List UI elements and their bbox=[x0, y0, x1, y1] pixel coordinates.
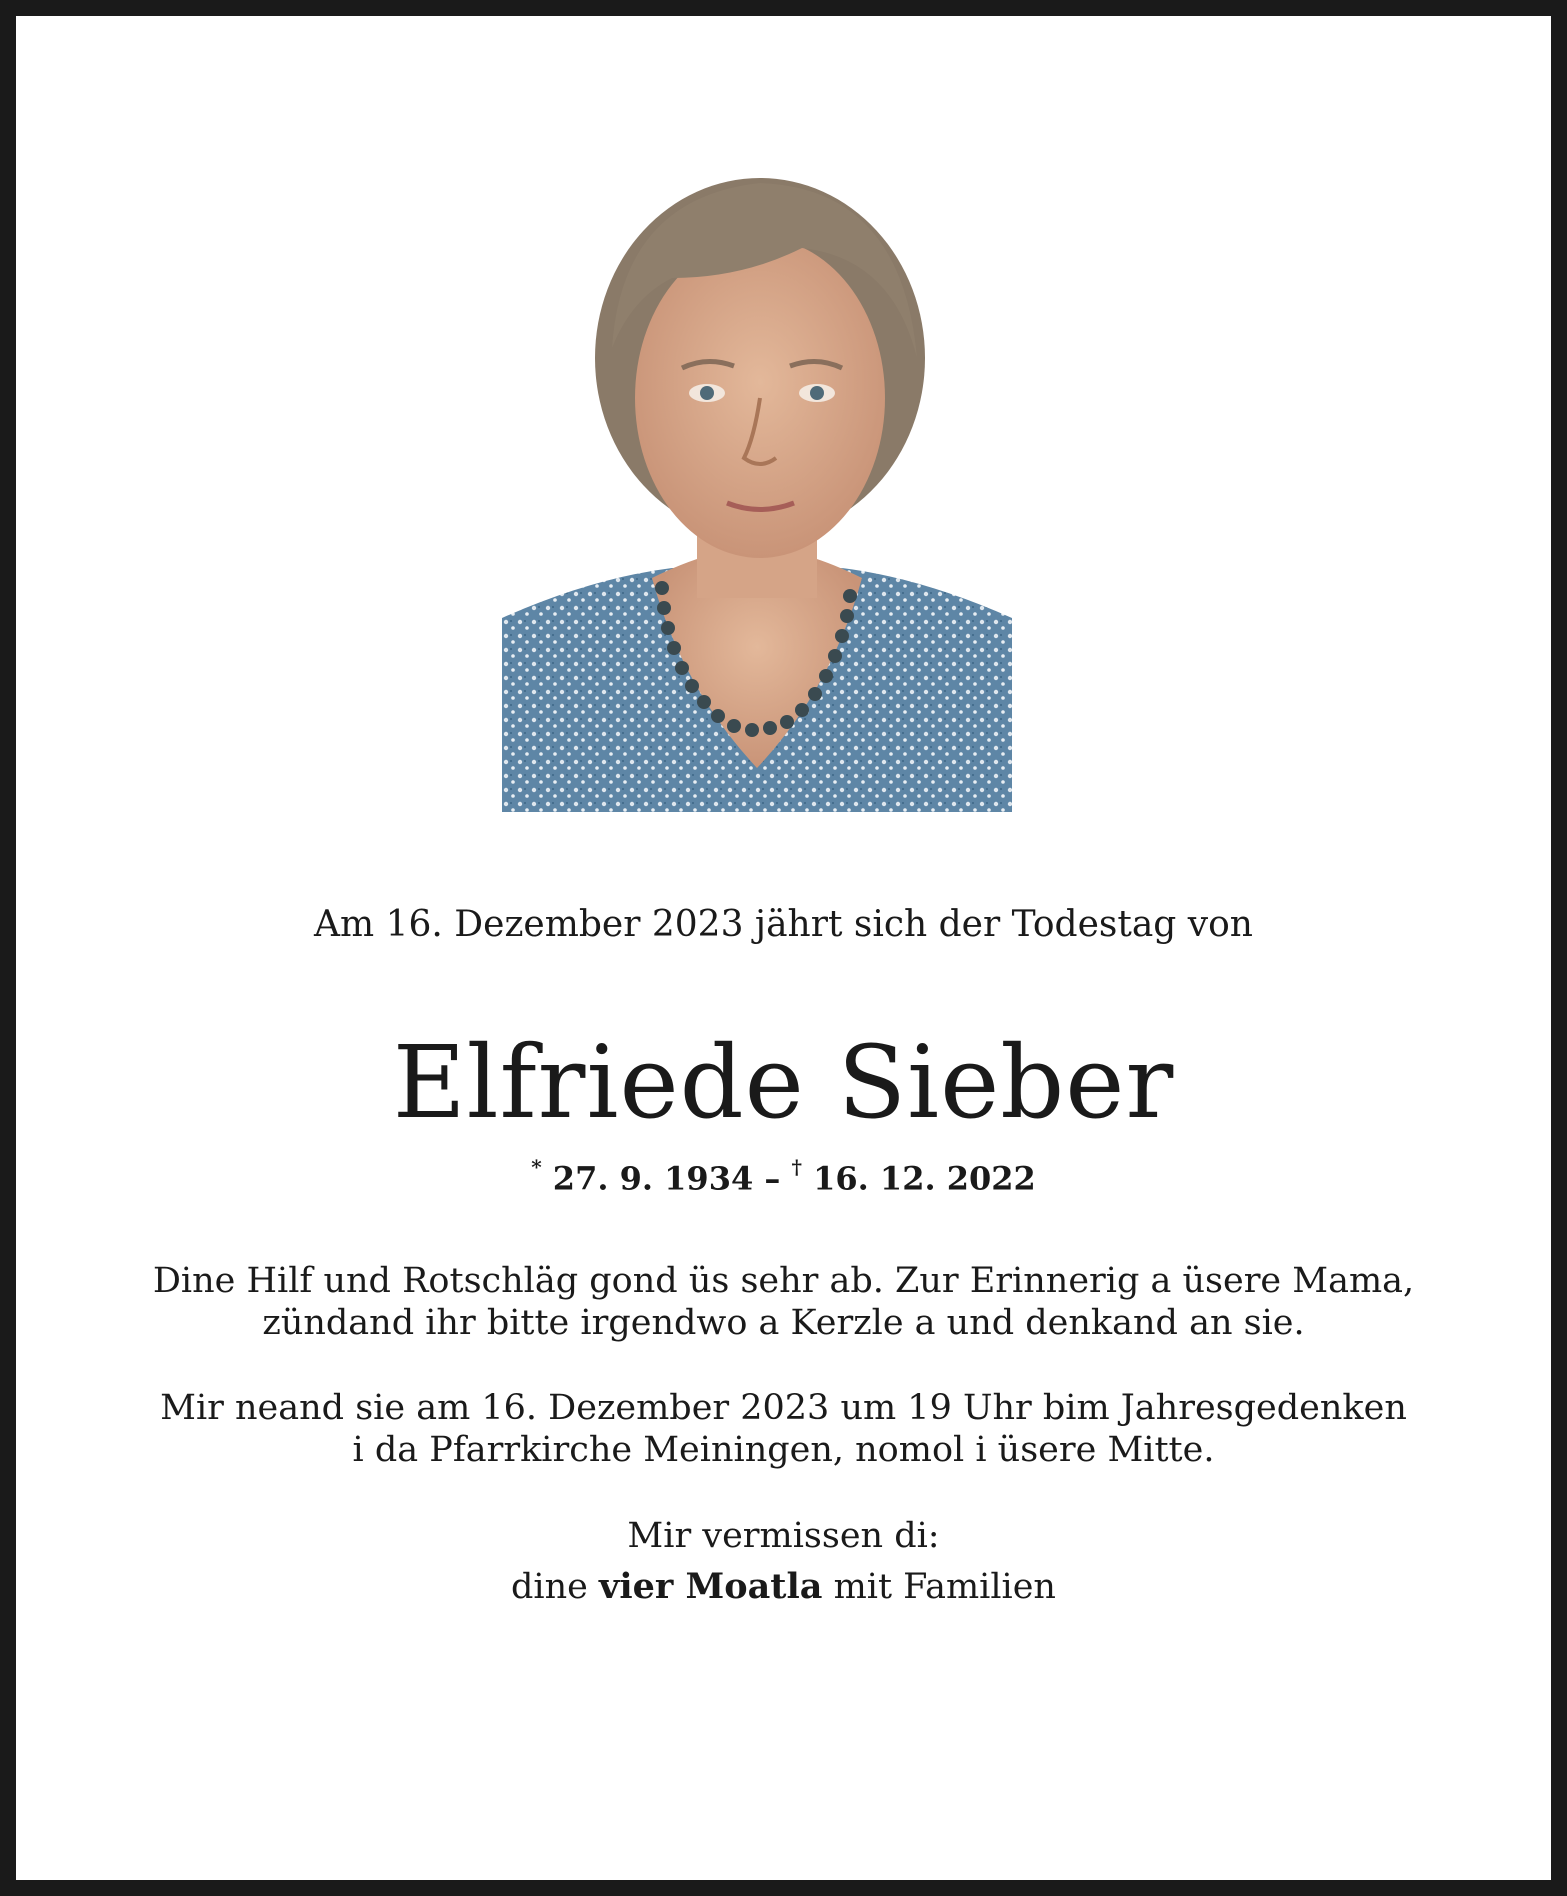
paragraph2-line2: i da Pfarrkirche Meiningen, nomol i üsere Mitte. bbox=[352, 1430, 1215, 1470]
death-symbol: † bbox=[791, 1155, 802, 1179]
anniversary-intro: Am 16. Dezember 2023 jährt sich der Todestag von bbox=[314, 904, 1253, 945]
life-dates bbox=[16, 1155, 1551, 1198]
paragraph1-line1: Dine Hilf und Rotschläg gond üs sehr ab. Zur Erinnerig a üsere Mama, bbox=[152, 1261, 1415, 1301]
death-date: 16. 12. 2022 bbox=[813, 1159, 1036, 1198]
date-separator: – bbox=[764, 1159, 781, 1198]
paragraph1-line2: zündand ihr bitte irgendwo a Kerzle a und denkand an sie. bbox=[262, 1303, 1305, 1343]
obituary-card bbox=[16, 16, 1551, 1880]
signature-suffix: mit Familien bbox=[833, 1567, 1056, 1607]
signature-bold: vier Moatla bbox=[599, 1566, 823, 1607]
closing-signature bbox=[16, 1566, 1551, 1607]
portrait-photo bbox=[502, 128, 1012, 812]
paragraph2-line1: Mir neand sie am 16. Dezember 2023 um 19 Uhr bim Jahresgedenken bbox=[160, 1388, 1407, 1428]
closing-line1: Mir vermissen di: bbox=[627, 1516, 940, 1556]
birth-date: 27. 9. 1934 bbox=[552, 1159, 754, 1198]
birth-symbol: * bbox=[531, 1155, 542, 1179]
signature-prefix: dine bbox=[511, 1567, 588, 1607]
portrait-image bbox=[502, 128, 1012, 812]
deceased-name: Elfriede Sieber bbox=[392, 1024, 1175, 1141]
